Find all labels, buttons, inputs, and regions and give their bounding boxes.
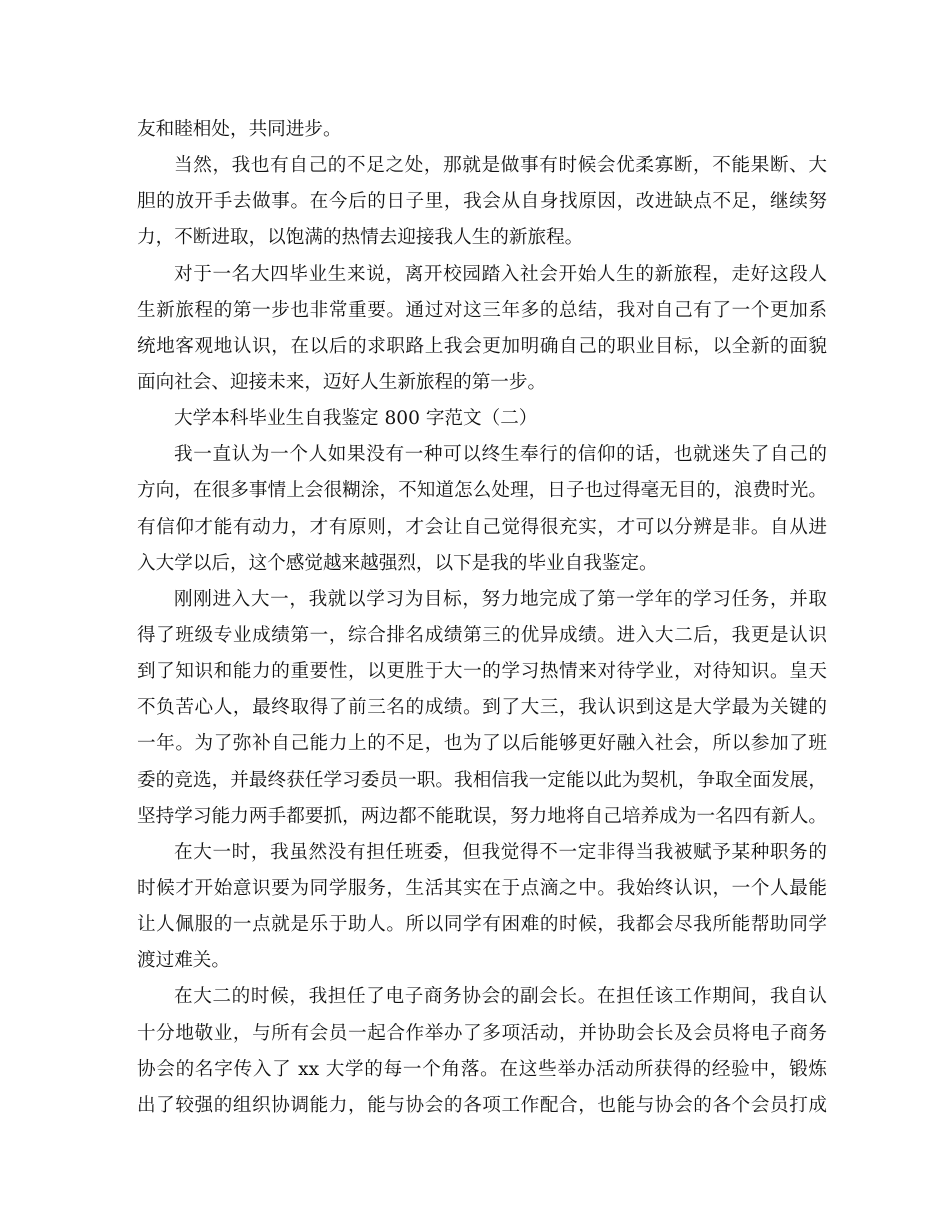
text-line: 入大学以后，这个感觉越来越强烈，以下是我的毕业自我鉴定。 [137, 552, 658, 574]
text-line: 我一直认为一个人如果没有一种可以终生奉行的信仰的话，也就迷失了自己的 [174, 444, 827, 466]
text-line: 得了班级专业成绩第一，综合排名成绩第三的优异成绩。进入大二后，我更是认识 [137, 624, 827, 646]
text-line: 刚刚进入大一，我就以学习为目标，努力地完成了第一学年的学习任务，并取 [174, 588, 827, 610]
text-line: 面向社会、迎接未来，迈好人生新旅程的第一步。 [137, 371, 547, 393]
text-line: 对于一名大四毕业生来说，离开校园踏入社会开始人生的新旅程，走好这段人 [174, 263, 827, 285]
text-line: 力，不断进取，以饱满的热情去迎接我人生的新旅程。 [137, 227, 584, 249]
text-line: 让人佩服的一点就是乐于助人。所以同学有困难的时候，我都会尽我所能帮助同学 [137, 914, 827, 936]
text-line: 当然，我也有自己的不足之处，那就是做事有时候会优柔寡断，不能果断、大 [174, 155, 827, 177]
body-text [137, 112, 827, 1124]
text-line: 生新旅程的第一步也非常重要。通过对这三年多的总结，我对自己有了一个更加系 [137, 299, 827, 321]
text-line: 统地客观地认识，在以后的求职路上我会更加明确自己的职业目标，以全新的面貌 [137, 335, 827, 357]
text-line: 方向，在很多事情上会很糊涂，不知道怎么处理，日子也过得毫无目的，浪费时光。 [137, 480, 827, 502]
text-line: 委的竞选，并最终获任学习委员一职。我相信我一定能以此为契机，争取全面发展， [137, 769, 827, 791]
text-line: 渡过难关。 [137, 950, 230, 972]
text-line: 到了知识和能力的重要性，以更胜于大一的学习热情来对待学业，对待知识。皇天 [137, 661, 827, 683]
text-line: 一年。为了弥补自己能力上的不足，也为了以后能够更好融入社会，所以参加了班 [137, 733, 827, 755]
text-line: 出了较强的组织协调能力，能与协会的各项工作配合，也能与协会的各个会员打成 [137, 1094, 827, 1116]
text-line: 友和睦相处，共同进步。 [137, 119, 342, 140]
text-line: 不负苦心人，最终取得了前三名的成绩。到了大三，我认识到这是大学最为关键的 [137, 697, 827, 719]
text-line: 胆的放开手去做事。在今后的日子里，我会从自身找原因，改进缺点不足，继续努 [137, 191, 827, 213]
text-line: 有信仰才能有动力，才有原则，才会让自己觉得很充实，才可以分辨是非。自从进 [137, 516, 827, 538]
text-line: 在大一时，我虽然没有担任班委，但我觉得不一定非得当我被赋予某种职务的 [174, 841, 827, 863]
text-line: 时候才开始意识要为同学服务，生活其实在于点滴之中。我始终认识，一个人最能 [137, 877, 827, 899]
section-heading: 大学本科毕业生自我鉴定 800 字范文（二） [174, 408, 538, 430]
text-line: 在大二的时候，我担任了电子商务协会的副会长。在担任该工作期间，我自认 [174, 986, 827, 1008]
text-line: 坚持学习能力两手都要抓，两边都不能耽误，努力地将自己培养成为一名四有新人。 [137, 805, 827, 827]
text-line: 十分地敬业，与所有会员一起合作举办了多项活动，并协助会长及会员将电子商务 [137, 1022, 827, 1044]
text-line: 协会的名字传入了 xx 大学的每一个角落。在这些举办活动所获得的经验中，锻炼 [137, 1058, 827, 1080]
